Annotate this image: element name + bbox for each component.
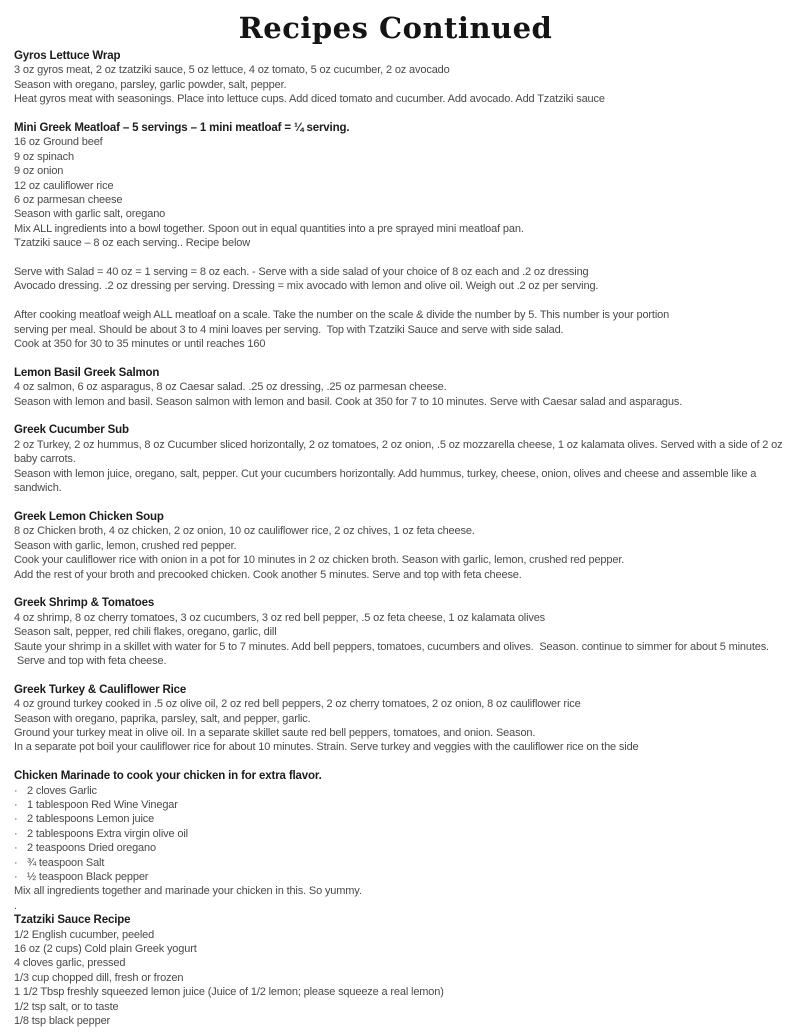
recipe-line: 4 oz shrimp, 8 oz cherry tomatoes, 3 oz cucumbers, 3 oz red bell pepper, .5 oz feta cheese, 1 oz kalamata olives: [14, 611, 546, 624]
recipe-line: Season with garlic salt, oregano: [14, 208, 166, 221]
blank-line: [14, 351, 777, 365]
recipe-line: Season with oregano, parsley, garlic powder, salt, pepper.: [14, 78, 287, 91]
recipe-heading: Tzatziki Sauce Recipe: [14, 914, 131, 927]
recipe-heading: Greek Shrimp & Tomatoes: [14, 597, 155, 610]
bullet-text: 2 cloves Garlic: [27, 784, 97, 797]
bullet-text: 2 teaspoons Dried oregano: [27, 842, 156, 855]
recipe-line: 1/2 English cucumber, peeled: [14, 928, 155, 941]
recipe-line: Heat gyros meat with seasonings. Place into lettuce cups. Add diced tomato and cucumber. Add avocado. Add Tzatziki sauce: [14, 93, 605, 106]
recipe-line: 3 oz gyros meat, 2 oz tzatziki sauce, 5 oz lettuce, 4 oz tomato, 5 oz cucumber, 2 oz avocado: [14, 64, 450, 77]
bullet-item: [14, 784, 777, 798]
bullet-icon: ·: [14, 827, 18, 840]
recipe-line: 1 1/2 Tbsp freshly squeezed lemon juice (Juice of 1/2 lemon; please squeeze a real lemon): [14, 986, 444, 999]
recipe-line: Cook your cauliflower rice with onion in a pot for 10 minutes in 2 oz chicken broth. Season with garlic, lemon, crushed red pepper.: [14, 554, 625, 567]
recipe-line: 4 oz salmon, 6 oz asparagus, 8 oz Caesar salad. .25 oz dressing, .25 oz parmesan cheese.: [14, 381, 447, 394]
recipe-heading: Greek Lemon Chicken Soup: [14, 510, 164, 523]
bullet-item: [14, 812, 777, 826]
recipe-line: 6 oz parmesan cheese: [14, 194, 123, 207]
recipe-line: 2 oz Turkey, 2 oz hummus, 8 oz Cucumber sliced horizontally, 2 oz tomatoes, 2 oz onion, .5 oz mozzarella cheese, 1 oz kalamata olives. Served with a side of 2 oz: [14, 438, 783, 451]
recipe-line: Season with oregano, paprika, parsley, salt, and pepper, garlic.: [14, 712, 311, 725]
recipe-heading: Greek Turkey & Cauliflower Rice: [14, 683, 187, 696]
recipe-line: Serve with Salad = 40 oz = 1 serving = 8 oz each. - Serve with a side salad of your choice of 8 oz each and .2 oz dressing: [14, 266, 589, 279]
blank-line: [14, 582, 777, 596]
recipe-line: Avocado dressing. .2 oz dressing per serving. Dressing = mix avocado with lemon and olive oil. Weigh out .2 oz per serving.: [14, 280, 599, 293]
recipe-line: Saute your shrimp in a skillet with water for 5 to 7 minutes. Add bell peppers, tomatoes, cucumbers and olives. Season. continue to simmer for about 5 minutes.: [14, 640, 769, 653]
page-title: Recipes Continued: [238, 11, 553, 45]
recipe-heading: Greek Cucumber Sub: [14, 424, 129, 437]
bullet-item: [14, 870, 777, 884]
recipe-line: 9 oz spinach: [14, 150, 74, 163]
bullet-icon: ·: [14, 856, 18, 869]
recipe-line: 16 oz Ground beef: [14, 136, 103, 149]
blank-line: [14, 107, 777, 121]
recipe-line: 16 oz (2 cups) Cold plain Greek yogurt: [14, 943, 197, 956]
recipe-line: 1/3 cup chopped dill, fresh or frozen: [14, 971, 184, 984]
recipe-line: 1/2 tsp salt, or to taste: [14, 1000, 119, 1013]
recipe-line: 12 oz cauliflower rice: [14, 179, 114, 192]
blank-line: [14, 668, 777, 682]
bullet-icon: ·: [14, 842, 18, 855]
recipe-line: 8 oz Chicken broth, 4 oz chicken, 2 oz onion, 10 oz cauliflower rice, 2 oz chives, 1 oz feta cheese.: [14, 525, 475, 538]
bullet-item: [14, 856, 777, 870]
bullet-icon: ·: [14, 813, 18, 826]
recipe-line: Mix all ingredients together and marinade your chicken in this. So yummy.: [14, 885, 362, 898]
bullet-icon: ·: [14, 871, 18, 884]
bullet-icon: ·: [14, 798, 18, 811]
bullet-text: 1 tablespoon Red Wine Vinegar: [27, 798, 178, 811]
recipe-line: Serve and top with feta cheese.: [14, 654, 167, 667]
recipe-heading: Chicken Marinade to cook your chicken in for extra flavor.: [14, 770, 322, 783]
recipe-line: 1/8 tsp black pepper: [14, 1015, 111, 1028]
document-page: [0, 12, 791, 1028]
bullet-text: ¾ teaspoon Salt: [27, 856, 105, 869]
recipe-line: Tzatziki sauce – 8 oz each serving.. Recipe below: [14, 237, 250, 250]
bullet-text: 2 tablespoons Extra virgin olive oil: [27, 827, 188, 840]
blank-line: [14, 755, 777, 769]
bullet-item: [14, 798, 777, 812]
recipe-line: 4 cloves garlic, pressed: [14, 957, 126, 970]
blank-line: [14, 409, 777, 423]
recipe-line: .: [14, 899, 17, 912]
recipe-heading: Lemon Basil Greek Salmon: [14, 366, 160, 379]
recipe-line: In a separate pot boil your cauliflower rice for about 10 minutes. Strain. Serve turkey and veggies with the cauliflower rice on the side: [14, 741, 639, 754]
recipe-line: baby carrots.: [14, 453, 76, 466]
recipe-line: Season with lemon juice, oregano, salt, pepper. Cut your cucumbers horizontally. Add hummus, turkey, cheese, onion, olives and cheese and assemble like a: [14, 467, 757, 480]
recipe-line: 9 oz onion: [14, 165, 64, 178]
recipe-line: After cooking meatloaf weigh ALL meatloaf on a scale. Take the number on the scale & divide the number by 5. This number is your portion: [14, 309, 670, 322]
bullet-text: ½ teaspoon Black pepper: [27, 871, 149, 884]
blank-line: [14, 251, 777, 265]
bullet-item: [14, 827, 777, 841]
recipe-line: sandwich.: [14, 482, 62, 495]
recipe-line: 4 oz ground turkey cooked in .5 oz olive oil, 2 oz red bell peppers, 2 oz cherry tomatoes, 2 oz onion, 8 oz cauliflower rice: [14, 698, 581, 711]
recipe-line: serving per meal. Should be about 3 to 4 mini loaves per serving. Top with Tzatziki Sauce and serve with side salad.: [14, 323, 564, 336]
recipe-heading: Mini Greek Meatloaf – 5 servings – 1 mini meatloaf = ¼ serving.: [14, 122, 350, 135]
recipe-line: Mix ALL ingredients into a bowl together. Spoon out in equal quantities into a pre sprayed mini meatloaf pan.: [14, 222, 524, 235]
recipe-line: Ground your turkey meat in olive oil. In a separate skillet saute red bell peppers, tomatoes, and onion. Season.: [14, 726, 536, 739]
blank-line: [14, 496, 777, 510]
bullet-item: [14, 841, 777, 855]
blank-line: [14, 294, 777, 308]
recipe-heading: Gyros Lettuce Wrap: [14, 50, 121, 62]
recipe-line: Season with lemon and basil. Season salmon with lemon and basil. Cook at 350 for 7 to 10 minutes. Serve with Caesar salad and asparagus.: [14, 395, 683, 408]
recipe-line: Cook at 350 for 30 to 35 minutes or until reaches 160: [14, 338, 266, 351]
recipe-line: Season with garlic, lemon, crushed red pepper.: [14, 539, 237, 552]
bullet-icon: ·: [14, 784, 18, 797]
recipe-line: Season salt, pepper, red chili flakes, oregano, garlic, dill: [14, 626, 277, 639]
recipe-line: Add the rest of your broth and precooked chicken. Cook another 5 minutes. Serve and top with feta cheese.: [14, 568, 522, 581]
bullet-text: 2 tablespoons Lemon juice: [27, 813, 155, 826]
recipe-content: [14, 49, 783, 1028]
